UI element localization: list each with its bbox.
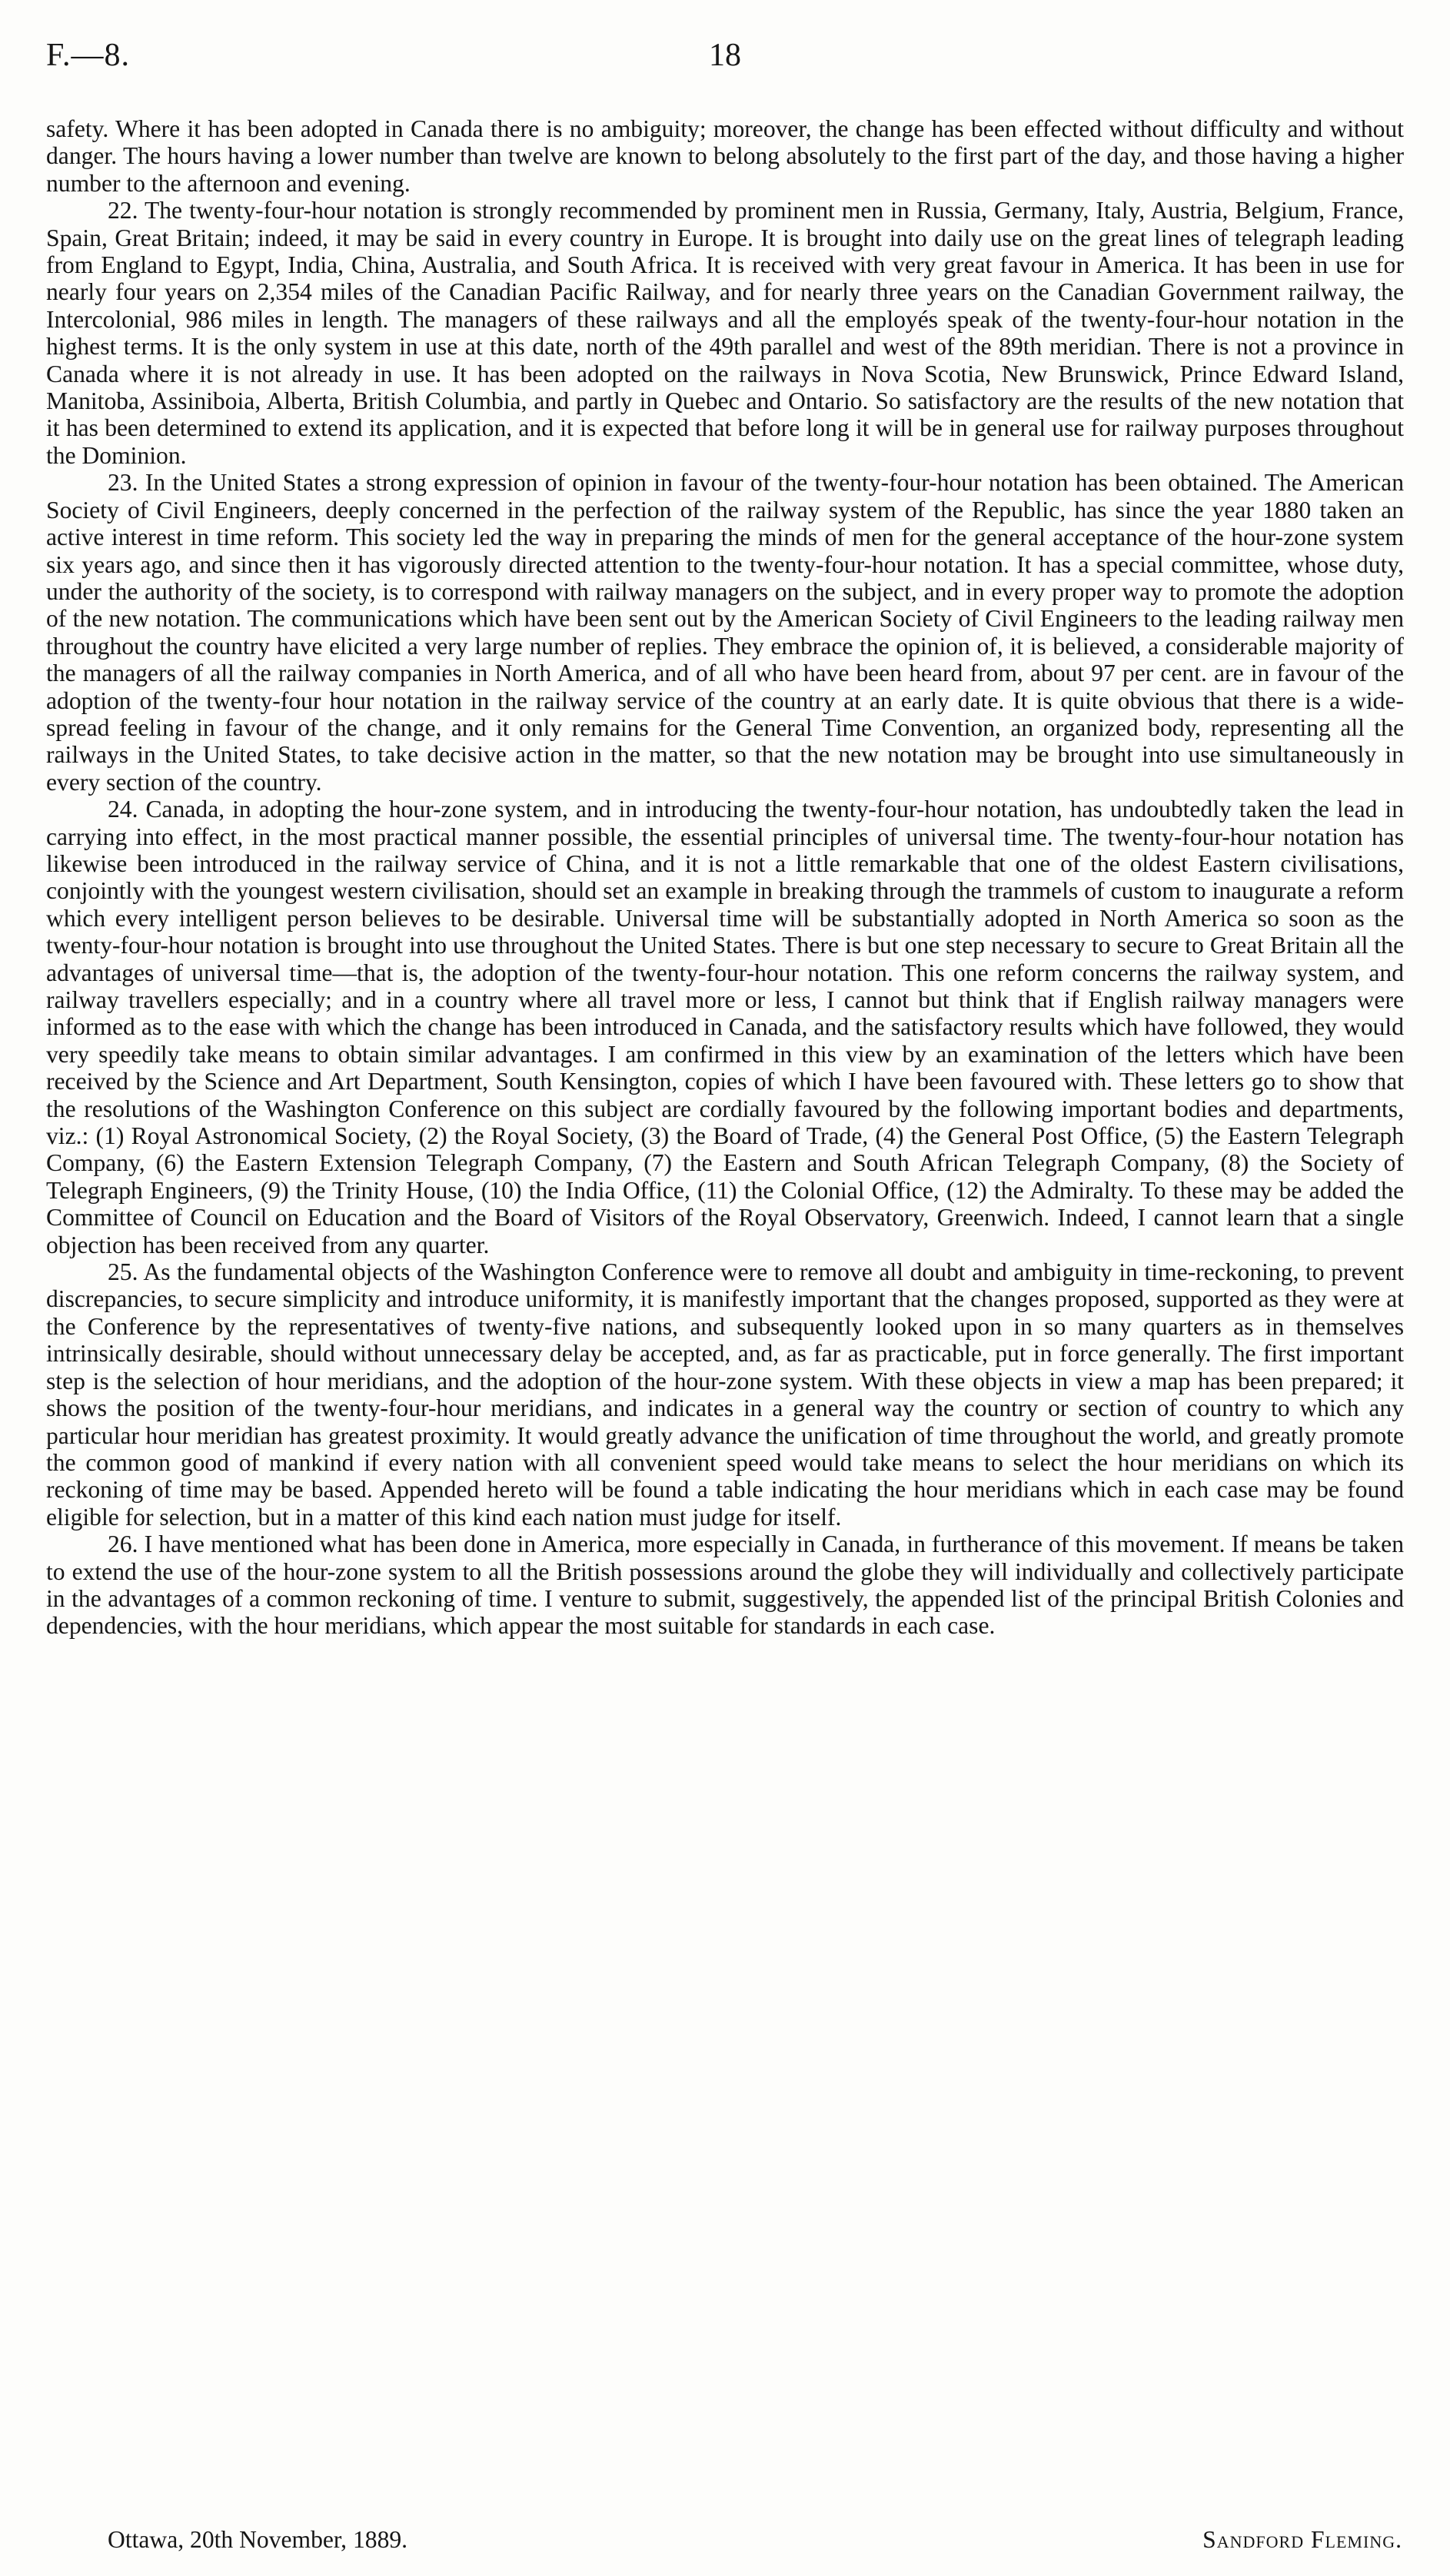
signature-block [108,2526,1402,2557]
paragraph-continuation: safety. Where it has been adopted in Canada there is no ambiguity; moreover, the change has been effected without difficulty and without danger. The hours having a lower number than twelve are known to belong absolutely to the first part of the day, and those having a higher number to the afternoon and evening. [46,115,1404,197]
paragraph-26: 26. I have mentioned what has been done in America, more especially in Canada, in furtherance of this movement. If means be taken to extend the use of the hour-zone system to all the British possessions around the globe they will individually and collectively participate in the advantages of a common reckoning of time. I venture to submit, suggestively, the appended list of the principal British Colonies and dependencies, with the hour meridians, which appear the most suitable for standards in each case. [46,1531,1404,1640]
paragraph-25: 25. As the fundamental objects of the Washington Conference were to remove all doubt and ambiguity in time-reckoning, to prevent discrepancies, to secure simplicity and introduce uniformity, it is manifestly important that the changes proposed, supported as they were at the Conference by the representatives of twenty-five nations, and subsequently looked upon in so many quarters as in themselves intrinsically desirable, should without unnecessary delay be accepted, and, as far as practicable, put in force generally. The first important step is the selection of hour meridians, and the adoption of the hour-zone system. With these objects in view a map has been prepared; it shows the position of the twenty-four-hour meridians, and indicates in a general way the country or section of country to which any particular hour meridian has greatest proximity. It would greatly advance the unification of time throughout the world, and greatly promote the common good of mankind if every nation with all convenient speed would take means to select the hour meridians on which its reckoning of time may be based. Appended hereto will be found a table indicating the hour meridians which in each case may be found eligible for selection, but in a matter of this kind each nation must judge for itself. [46,1258,1404,1531]
paragraph-22: 22. The twenty-four-hour notation is strongly recommended by prominent men in Russia, Germany, Italy, Austria, Belgium, France, Spain, Great Britain; indeed, it may be said in every country in Europe. It is brought into daily use on the great lines of telegraph leading from England to Egypt, India, China, Australia, and South Africa. It is received with very great favour in America. It has been in use for nearly four years on 2,354 miles of the Canadian Pacific Railway, and for nearly three years on the Canadian Government railway, the Intercolonial, 986 miles in length. The managers of these railways and all the employés speak of the twenty-four-hour notation in the highest terms. It is the only system in use at this date, north of the 49th parallel and west of the 89th meridian. There is not a province in Canada where it is not already in use. It has been adopted on the railways in Nova Scotia, New Brunswick, Prince Edward Island, Manitoba, Assiniboia, Alberta, British Columbia, and partly in Quebec and Ontario. So satisfactory are the results of the new notation that it has been determined to extend its application, and it is expected that before long it will be in general use for railway purposes throughout the Dominion. [46,197,1404,469]
paragraph-24: 24. Canada, in adopting the hour-zone system, and in introducing the twenty-four-hour notation, has undoubtedly taken the lead in carrying into effect, in the most practical manner possible, the essential principles of universal time. The twenty-four-hour notation has likewise been introduced in the railway service of China, and it is not a little remarkable that one of the oldest Eastern civilisations, conjointly with the youngest western civilisation, should set an example in breaking through the trammels of custom to inaugurate a reform which every intelligent person believes to be desirable. Universal time will be substantially adopted in North America so soon as the twenty-four-hour notation is brought into use throughout the United States. There is but one step necessary to secure to Great Britain all the advantages of universal time—that is, the adoption of the twenty-four-hour notation. This one reform concerns the railway system, and railway travellers especially; and in a country where all travel more or less, I cannot but think that if English railway managers were informed as to the ease with which the change has been introduced in Canada, and the satisfactory results which have followed, they would very speedily take means to obtain similar advantages. I am confirmed in this view by an examination of the letters which have been received by the Science and Art Department, South Kensington, copies of which I have been favoured with. These letters go to show that the resolutions of the Washington Conference on this subject are cordially favoured by the following important bodies and departments, viz.: (1) Royal Astronomical Society, (2) the Royal Society, (3) the Board of Trade, (4) the General Post Office, (5) the Eastern Telegraph Company, (6) the Eastern Extension Telegraph Company, (7) the Eastern and South African Telegraph Company, (8) the Society of Telegraph Engineers, (9) the Trinity House, (10) the India Office, (11) the Colonial Office, (12) the Admiralty. To these may be added the Committee of Council on Education and the Board of Visitors of the Royal Observatory, Greenwich. Indeed, I cannot learn that a single objection has been received from any quarter. [46,796,1404,1258]
place-and-date: Ottawa, 20th November, 1889. [108,2526,408,2553]
page-number: 18 [709,38,741,73]
page-header [46,37,1404,83]
folio-reference: F.—8. [46,38,130,73]
signatory-name: Sandford Fleming. [1202,2526,1402,2553]
document-body [46,115,1404,1640]
paragraph-23: 23. In the United States a strong expression of opinion in favour of the twenty-four-hour notation has been obtained. The American Society of Civil Engineers, deeply concerned in the perfection of the railway system of the Republic, has since the year 1880 taken an active interest in time reform. This society led the way in preparing the minds of men for the general acceptance of the hour-zone system six years ago, and since then it has vigorously directed attention to the twenty-four-hour notation. It has a special committee, whose duty, under the authority of the society, is to correspond with railway managers on the subject, and in every proper way to promote the adoption of the new notation. The communications which have been sent out by the American Society of Civil Engineers to the leading railway men throughout the country have elicited a very large number of replies. They embrace the opinion of, it is believed, a considerable majority of the managers of all the railway companies in North America, and of all who have been heard from, about 97 per cent. are in favour of the adoption of the twenty-four hour notation in the railway service of the country at an early date. It is quite obvious that there is a wide-spread feeling in favour of the change, and it only remains for the General Time Convention, an organized body, representing all the railways in the United States, to take decisive action in the matter, so that the new notation may be brought into use simultaneously in every section of the country. [46,469,1404,796]
